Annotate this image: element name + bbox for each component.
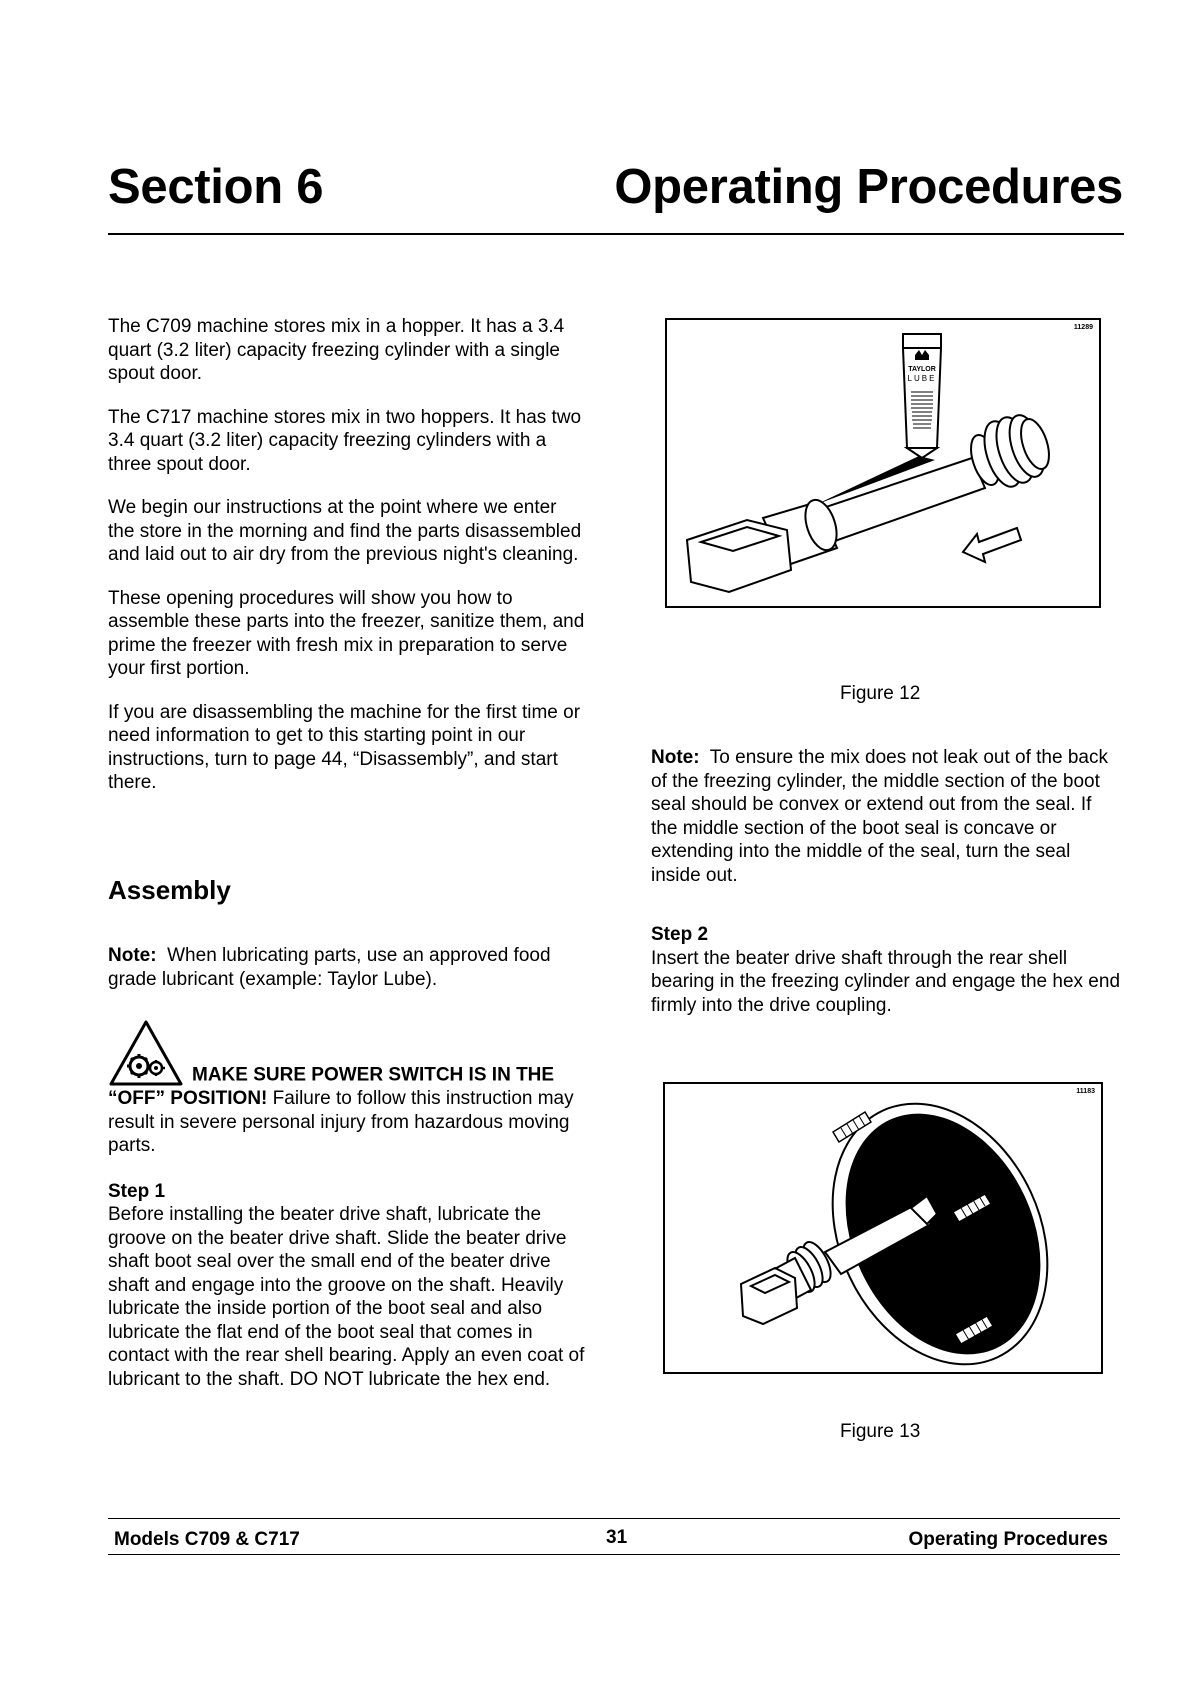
step2-text: Insert the beater drive shaft through the rear shell bearing in the freezing cylinder and engage the hex end firmly into the drive coupling. [651, 947, 1121, 1016]
section-title: Operating Procedures [614, 160, 1123, 214]
warning-block [108, 1019, 588, 1158]
section-number: Section 6 [108, 160, 324, 214]
step1-text: Before installing the beater drive shaft, lubricate the groove on the beater drive shaft. Slide the beater drive shaft boot seal over the small end of the beater drive shaft and engage into the groove on the shaft. Heavily lubricate the inside portion of the boot seal and also lubricate the flat end of the boot seal that comes in contact with the rear shell bearing. Apply an even coat of lubricant to the shaft. DO NOT lubricate the hex end. [108, 1204, 585, 1390]
header-divider [108, 233, 1124, 235]
warning-text [108, 1019, 588, 1158]
footer-section: Operating Procedures [908, 1529, 1108, 1550]
right-column [651, 746, 1121, 1017]
figure-12-illustration [665, 318, 1101, 608]
intro-paragraph: The C717 machine stores mix in two hoppers. It has two 3.4 quart (3.2 liter) capacity freezing cylinders with a three spout door. [108, 406, 582, 475]
beater-drive-shaft [687, 411, 1054, 592]
left-column [108, 315, 588, 1391]
page-number: 31 [606, 1527, 628, 1548]
footer-bottom-rule [108, 1554, 1120, 1555]
direction-arrow-icon [963, 528, 1021, 562]
warning-bold: MAKE SURE POWER SWITCH IS IN THE “OFF” POSITION! [108, 1064, 555, 1109]
figure-12-caption: Figure 12 [840, 683, 921, 704]
assembly-note [108, 944, 588, 991]
intro-paragraph: The C709 machine stores mix in a hopper. It has a 3.4 quart (3.2 liter) capacity freezing cylinder with a single spout door. [108, 316, 565, 384]
step2-label: Step 2 [651, 924, 709, 945]
note-label: Note: [108, 945, 157, 966]
rear-shell-bearing-plate [792, 1084, 1088, 1372]
figure-13-number: 11183 [1076, 1088, 1095, 1095]
assembly-heading: Assembly [108, 874, 231, 905]
note-text: To ensure the mix does not leak out of the back of the freezing cylinder, the middle section of the boot seal should be convex or extend out from the seal. If the middle section of the boot seal is concave or extending into the middle of the seal, turn the seal inside out. [651, 747, 1108, 886]
figure-13-caption: Figure 13 [840, 1421, 921, 1442]
intro-paragraph: These opening procedures will show you how to assemble these parts into the freezer, sanitize them, and prime the freezer with fresh mix in preparation to serve your first portion. [108, 587, 585, 679]
footer-top-rule [108, 1518, 1120, 1519]
hazard-moving-parts-icon [108, 1019, 184, 1087]
figure-13-illustration [663, 1082, 1103, 1374]
intro-paragraph: If you are disassembling the machine for the first time or need information to get to this starting point in our instructions, turn to page 44, “Disassembly”, and start there. [108, 701, 581, 793]
svg-text:LUBE: LUBE [907, 374, 937, 383]
note-label: Note: [651, 747, 700, 768]
warning-body: Failure to follow this instruction may result in severe personal injury from hazardous moving parts. [108, 1088, 574, 1156]
svg-text:TAYLOR: TAYLOR [908, 366, 936, 373]
note-text: When lubricating parts, use an approved food grade lubricant (example: Taylor Lube). [108, 945, 551, 990]
intro-paragraph: We begin our instructions at the point where we enter the store in the morning and find the parts disassembled and laid out to air dry from the previous night's cleaning. [108, 497, 582, 565]
figure-12-number: 11289 [1073, 324, 1093, 331]
step1-label: Step 1 [108, 1180, 166, 1202]
footer-models: Models C709 & C717 [114, 1529, 300, 1550]
boot-seal-note [651, 746, 1121, 887]
